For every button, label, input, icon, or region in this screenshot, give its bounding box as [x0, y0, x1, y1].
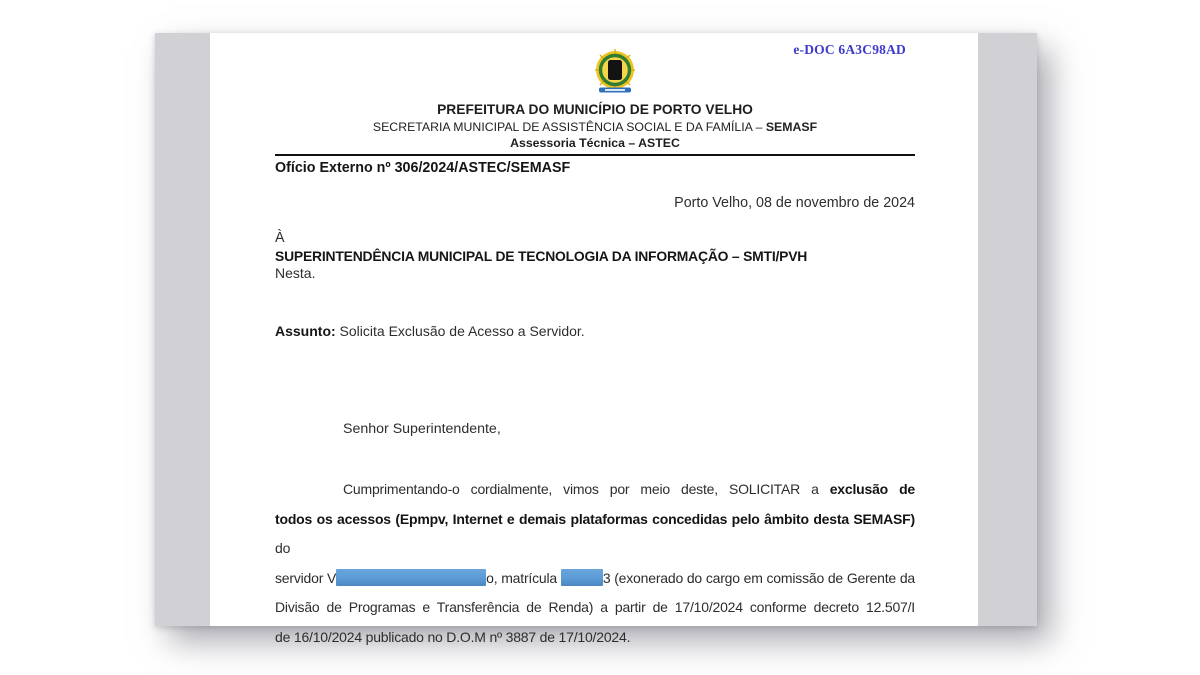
paragraph-line-1 — [275, 475, 915, 505]
letterhead-divider — [275, 154, 915, 156]
secretaria-acronym: SEMASF — [765, 120, 818, 134]
line1-regular: Cumprimentando-o cordialmente, vimos por meio deste, SOLICITAR a — [343, 481, 830, 497]
greeting-line: Senhor Superintendente, — [343, 421, 501, 437]
document-date: Porto Velho, 08 de novembro de 2024 — [674, 195, 915, 211]
addressee-name: SUPERINTENDÊNCIA MUNICIPAL DE TECNOLOGIA DA INFORMAÇÃO – SMTI/PVH — [275, 248, 808, 264]
line3-after-id: 3 (exonerado do cargo em comissão de Gerente da — [602, 569, 915, 586]
line3-between: o, matrícula — [486, 569, 561, 586]
line2-bold: todos os acessos (Epmpv, Internet e demais plataformas concedidas pelo âmbito desta SEMASF) — [275, 510, 915, 527]
document-viewer-mat — [155, 33, 1037, 645]
redaction-matricula — [561, 569, 603, 586]
paragraph-line-2 — [275, 505, 915, 564]
body-paragraph — [275, 475, 915, 652]
edoc-stamp: e-DOC 6A3C98AD — [793, 42, 906, 57]
line1-bold: exclusão de — [829, 481, 916, 497]
redaction-servant-name — [336, 569, 486, 586]
letterhead-line-prefeitura: PREFEITURA DO MUNICÍPIO DE PORTO VELHO — [437, 102, 753, 117]
addressee-place: Nesta. — [275, 265, 316, 281]
letterhead-logo-area — [275, 49, 915, 98]
addressee-salutation: À — [275, 230, 285, 246]
paragraph-line-5: de 16/10/2024 publicado no D.O.M nº 3887 de 17/10/2024. — [275, 628, 631, 645]
subject-line — [275, 323, 915, 340]
line2-regular: do — [275, 540, 291, 556]
document-page — [210, 33, 978, 645]
porto-velho-seal-icon — [595, 49, 635, 98]
secretaria-text: SECRETARIA MUNICIPAL DE ASSISTÊNCIA SOCIAL E DA FAMÍLIA – — [372, 120, 766, 134]
letterhead-line-assessoria: Assessoria Técnica – ASTEC — [510, 136, 680, 150]
document-reference: Ofício Externo nº 306/2024/ASTEC/SEMASF — [275, 160, 571, 176]
paragraph-line-4: Divisão de Programas e Transferência de Renda) a partir de 17/10/2024 conforme decreto 12.507/I — [275, 599, 915, 615]
page-content — [275, 33, 915, 652]
subject-label: Assunto: — [275, 323, 336, 339]
subject-text: Solicita Exclusão de Acesso a Servidor. — [335, 323, 585, 339]
line3-before-name: servidor V — [275, 569, 337, 586]
paragraph-line-3 — [275, 564, 915, 594]
letterhead-line-secretaria — [275, 119, 915, 135]
